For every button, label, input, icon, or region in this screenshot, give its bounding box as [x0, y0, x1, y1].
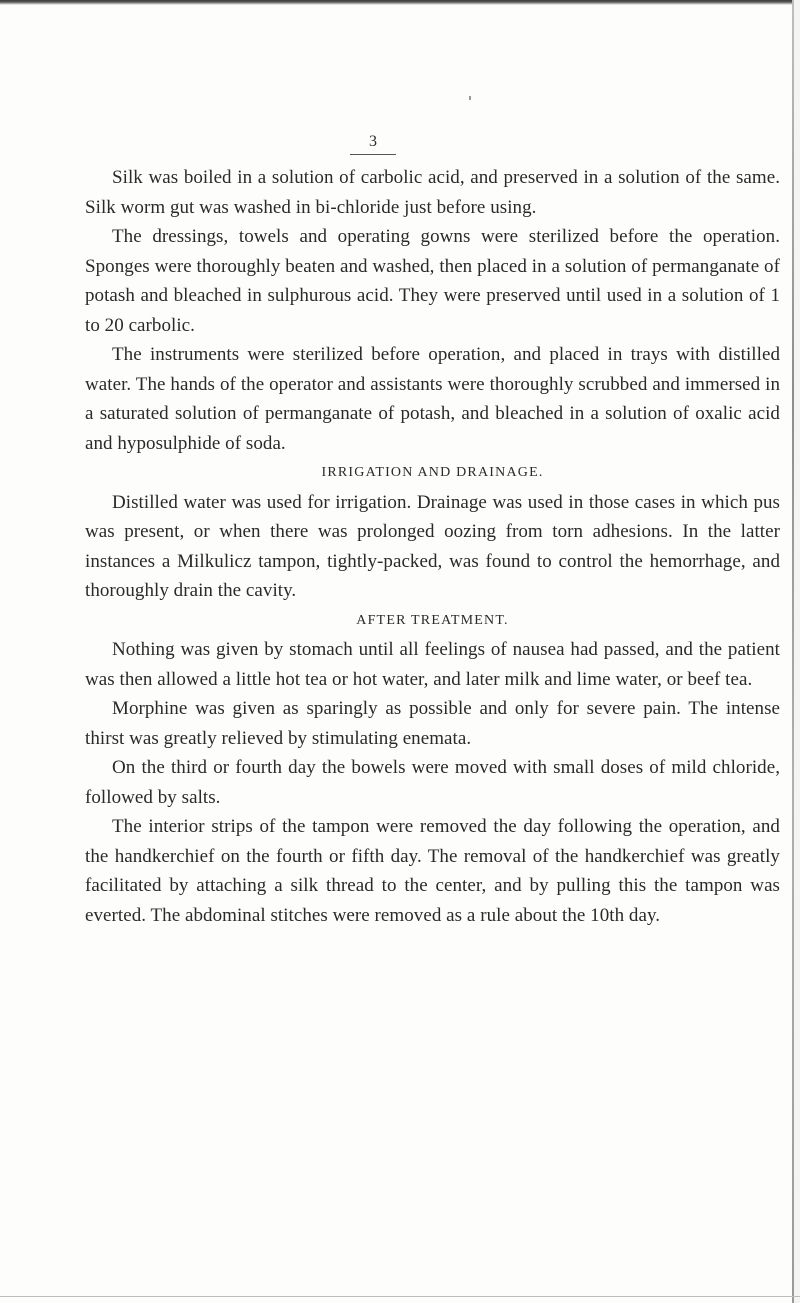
paragraph-silk: Silk was boiled in a solution of carbolic acid, and preserved in a solution of the same. Silk worm gut was washed in bi-chloride just before using. — [85, 167, 780, 218]
paragraph-dressings: The dressings, towels and operating gowns were sterilized before the operation. Sponges were thoroughly beaten and washed, then placed in a solution of permanganate of potash and bleached in sulphurous acid. They were preserved until used in a solution of 1 to 20 carbolic. — [85, 226, 780, 336]
scan-edge-top — [0, 0, 800, 5]
scan-margin-right — [794, 0, 800, 1303]
scan-speck — [469, 96, 471, 100]
paragraph-bowels: On the third or fourth day the bowels were moved with small doses of mild chloride, followed by salts. — [85, 757, 780, 808]
paragraph-instruments: The instruments were sterilized before operation, and placed in trays with distilled water. The hands of the operator and assistants were thoroughly scrubbed and immersed in a saturated solution of permanganate of potash, and bleached in a solution of oxalic acid and hyposulphide of soda. — [85, 344, 780, 454]
paragraph-tampon-removal: The interior strips of the tampon were removed the day following the operation, and the handkerchief on the fourth or fifth day. The removal of the handkerchief was greatly facilitated by attaching a silk thread to the center, and by pulling this the tampon was everted. The abdominal stitches were removed as a rule about the 10th day. — [85, 816, 780, 926]
scan-edge-bottom — [0, 1296, 800, 1297]
section-heading-irrigation: IRRIGATION AND DRAINAGE. — [321, 465, 544, 480]
page-number-underline — [350, 154, 396, 155]
paragraph-nothing-given: Nothing was given by stomach until all feelings of nausea had passed, and the patient was then allowed a little hot tea or hot water, and later milk and lime water, or beef tea. — [85, 639, 780, 690]
section-heading-after-treatment: AFTER TREATMENT. — [356, 612, 509, 628]
page-number: 3 — [369, 133, 377, 150]
paragraph-morphine: Morphine was given as sparingly as possible and only for severe pain. The intense thirst was greatly relieved by stimulating enemata. — [85, 698, 780, 749]
body-text — [85, 163, 780, 930]
scan-edge-right — [792, 0, 794, 1303]
paragraph-irrigation: Distilled water was used for irrigation. Drainage was used in those cases in which pus was present, or when there was prolonged oozing from torn adhesions. In the latter instances a Milkulicz tampon, tightly-packed, was found to control the hemorrhage, and thoroughly drain the cavity. — [85, 491, 780, 601]
